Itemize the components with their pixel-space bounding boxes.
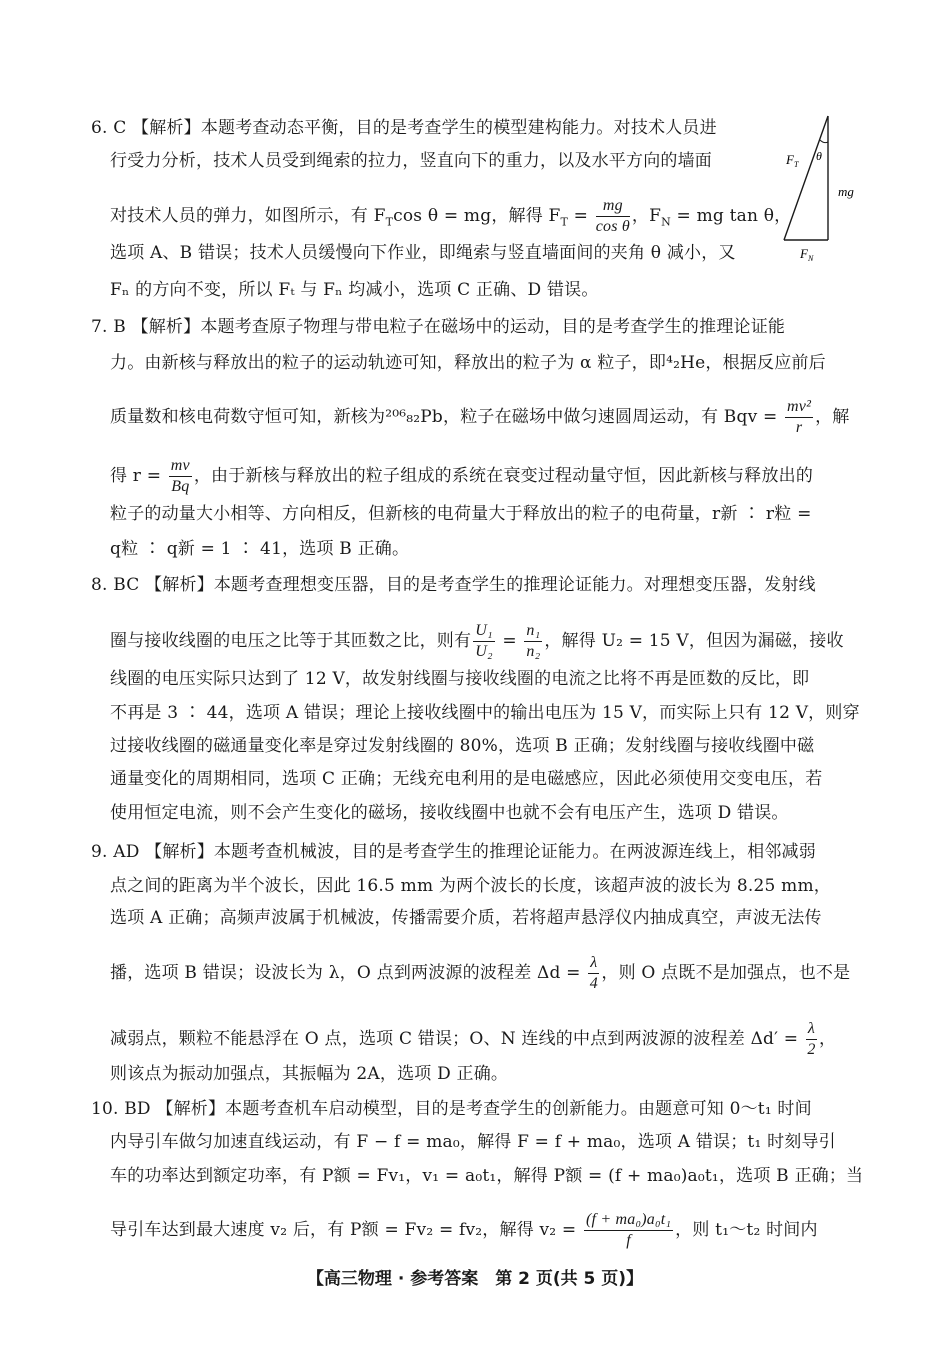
answer-10-fraction: [584, 1210, 673, 1251]
answer-8-line-2: [110, 621, 844, 662]
answer-6-line-3-a: 对技术人员的弹力，如图所示，有 F: [110, 206, 386, 226]
answer-9-fraction-2-numerator: λ: [806, 1019, 817, 1040]
answer-9-line-5: [110, 1019, 836, 1060]
answer-7-fraction-2-denominator: Bq: [171, 478, 190, 495]
answer-8-line-2-eq: =: [496, 631, 523, 651]
answer-6-line-1: 6. C 【解析】本题考查动态平衡，目的是考查学生的模型建构能力。对技术人员进: [91, 118, 717, 138]
answer-7-line-1: 7. B 【解析】本题考查原子物理与带电粒子在磁场中的运动，目的是考查学生的推理论证能: [91, 317, 786, 337]
answer-9-line-5-a: 减弱点，颗粒不能悬浮在 O 点，选项 C 错误；O、N 连线的中点到两波源的波程差 Δd′ =: [110, 1029, 804, 1049]
answer-7-line-6: q粒 ∶ q新 = 1 ∶ 41，选项 B 正确。: [110, 539, 410, 559]
answer-6-line-3-c: =: [568, 206, 594, 226]
answer-9-line-5-b: ，: [819, 1029, 837, 1049]
answer-8-fraction-n-numerator: n₁: [524, 621, 542, 642]
answer-8-line-6: 通量变化的周期相同，选项 C 正确；无线充电利用的是电磁感应，因此必须使用交变电压，若: [110, 769, 823, 789]
answer-6-sub-t2: T: [560, 215, 569, 229]
answer-8-fraction-u: [473, 621, 495, 662]
answer-7-fraction-2: [169, 456, 192, 497]
answer-6-line-4: 选项 A、B 错误；技术人员缓慢向下作业，即绳索与竖直墙面间的夹角 θ 减小，又: [110, 243, 736, 263]
answer-7-line-4-b: ，由于新核与释放出的粒子组成的系统在衰变过程动量守恒，因此新核与释放出的: [193, 466, 814, 486]
answer-6-fraction-denominator: cos θ: [595, 218, 630, 235]
answer-9-line-4-b: ，则 O 点既不是加强点，也不是: [601, 963, 851, 983]
answer-10-line-4-b: ，则 t₁～t₂ 时间内: [675, 1220, 818, 1240]
answer-9-fraction-2: [806, 1019, 817, 1060]
answer-9-line-1: 9. AD 【解析】本题考查机械波，目的是考查学生的推理论证能力。在两波源连线上，相邻减弱: [91, 842, 816, 862]
answer-8-line-7: 使用恒定电流，则不会产生变化的磁场，接收线圈中也就不会有电压产生，选项 D 错误。: [110, 803, 789, 823]
answer-8-line-2-b: ，解得 U₂ = 15 V，但因为漏磁，接收: [544, 631, 844, 651]
force-triangle-diagram: [776, 112, 872, 262]
answer-8-line-3: 线圈的电压实际只达到了 12 V，故发射线圈与接收线圈的电流之比将不再是匝数的反比，即: [110, 669, 810, 689]
answer-7-fraction-1-denominator: r: [795, 419, 803, 436]
answer-7-line-2: 力。由新核与释放出的粒子的运动轨迹可知，释放出的粒子为 α 粒子，即⁴₂He，根据反应前后: [110, 353, 826, 373]
answer-6-line-3-d: ，F: [631, 206, 662, 226]
answer-7-line-5: 粒子的动量大小相等、方向相反，但新核的电荷量大于释放出的粒子的电荷量，r新 ∶ r粒 =: [110, 504, 812, 524]
page-footer: 【高三物理 · 参考答案 第 2 页(共 5 页)】: [306, 1269, 644, 1289]
answer-7-fraction-1: [785, 397, 813, 438]
answer-6-line-3: [110, 196, 791, 237]
answer-8-line-1: 8. BC 【解析】本题考查理想变压器，目的是考查学生的推理论证能力。对理想变压器，发射线: [91, 575, 816, 595]
answer-9-line-6: 则该点为振动加强点，其振幅为 2A，选项 D 正确。: [110, 1064, 509, 1084]
answer-8-line-2-a: 圈与接收线圈的电压之比等于其匝数之比，则有: [110, 631, 472, 651]
answer-9-line-2: 点之间的距离为半个波长，因此 16.5 mm 为两个波长的长度，该超声波的波长为 8.25 mm，: [110, 876, 832, 896]
ft-label: $F_T$: [786, 152, 799, 169]
answer-7-line-3: [110, 397, 850, 438]
answer-6-sub-t: T: [385, 215, 394, 229]
answer-10-line-4: [110, 1210, 818, 1251]
answer-10-line-2: 内导引车做匀加速直线运动，有 F − f = ma₀，解得 F = f + ma₀，选项 A 错误；t₁ 时刻导引: [110, 1132, 836, 1152]
answer-8-line-5: 过接收线圈的磁通量变化率是穿过发射线圈的 80%，选项 B 正确；发射线圈与接收线圈中磁: [110, 736, 815, 756]
answer-10-line-1: 10. BD 【解析】本题考查机车启动模型，目的是考查学生的创新能力。由题意可知 0～t₁ 时间: [91, 1099, 812, 1119]
answer-6-line-3-e: = mg tan θ，: [670, 206, 792, 226]
answer-9-fraction-1: [588, 953, 599, 994]
answer-9-fraction-1-denominator: 4: [589, 975, 598, 992]
answer-6-fraction-numerator: mg: [596, 196, 630, 217]
answer-10-fraction-denominator: f: [626, 1232, 631, 1249]
answer-6-line-2: 行受力分析，技术人员受到绳索的拉力，竖直向下的重力，以及水平方向的墙面: [110, 151, 712, 171]
answer-7-line-4: [110, 456, 813, 497]
answer-6-fraction: [596, 196, 630, 237]
answer-7-line-4-a: 得 r =: [110, 466, 167, 486]
answer-7-line-3-b: ，解: [815, 407, 850, 427]
answer-10-line-3: 车的功率达到额定功率，有 P额 = Fv₁，v₁ = a₀t₁，解得 P额 = (f + ma₀)a₀t₁，选项 B 正确；当: [110, 1166, 864, 1186]
fn-label: $F_N$: [800, 246, 814, 262]
answer-7-fraction-2-numerator: mv: [169, 456, 192, 477]
answer-8-fraction-u-denominator: U₂: [475, 643, 493, 660]
answer-8-line-4: 不再是 3 ∶ 44，选项 A 错误；理论上接收线圈中的输出电压为 15 V，而实际上只有 12 V，则穿: [110, 703, 860, 723]
answer-6-line-3-b: cos θ = mg，解得 F: [393, 206, 561, 226]
answer-6-line-5: Fₙ 的方向不变，所以 Fₜ 与 Fₙ 均减小，选项 C 正确、D 错误。: [110, 280, 599, 300]
answer-9-fraction-2-denominator: 2: [807, 1041, 816, 1058]
ft-side: [784, 116, 828, 240]
answer-7-line-3-a: 质量数和核电荷数守恒可知，新核为²⁰⁶₈₂Pb，粒子在磁场中做匀速圆周运动，有 Bqv =: [110, 407, 784, 427]
answer-8-fraction-n: [524, 621, 542, 662]
answer-9-line-4-a: 播，选项 B 错误；设波长为 λ，O 点到两波源的波程差 Δd =: [110, 963, 587, 983]
mg-label: mg: [838, 184, 854, 199]
theta-arc: [820, 140, 828, 143]
theta-label: θ: [816, 149, 822, 163]
answer-9-line-4: [110, 953, 850, 994]
answer-6-sub-n: N: [661, 215, 671, 229]
answer-7-fraction-1-numerator: mv²: [785, 397, 813, 418]
answer-9-line-3: 选项 A 正确；高频声波属于机械波，传播需要介质，若将超声悬浮仪内抽成真空，声波无法传: [110, 908, 822, 928]
answer-9-fraction-1-numerator: λ: [588, 953, 599, 974]
answer-10-line-4-a: 导引车达到最大速度 v₂ 后，有 P额 = Fv₂ = fv₂，解得 v₂ =: [110, 1220, 582, 1240]
answer-8-fraction-n-denominator: n₂: [526, 643, 541, 660]
answer-8-fraction-u-numerator: U₁: [473, 621, 495, 642]
answer-10-fraction-numerator: (f + ma₀)a₀t₁: [584, 1210, 673, 1231]
